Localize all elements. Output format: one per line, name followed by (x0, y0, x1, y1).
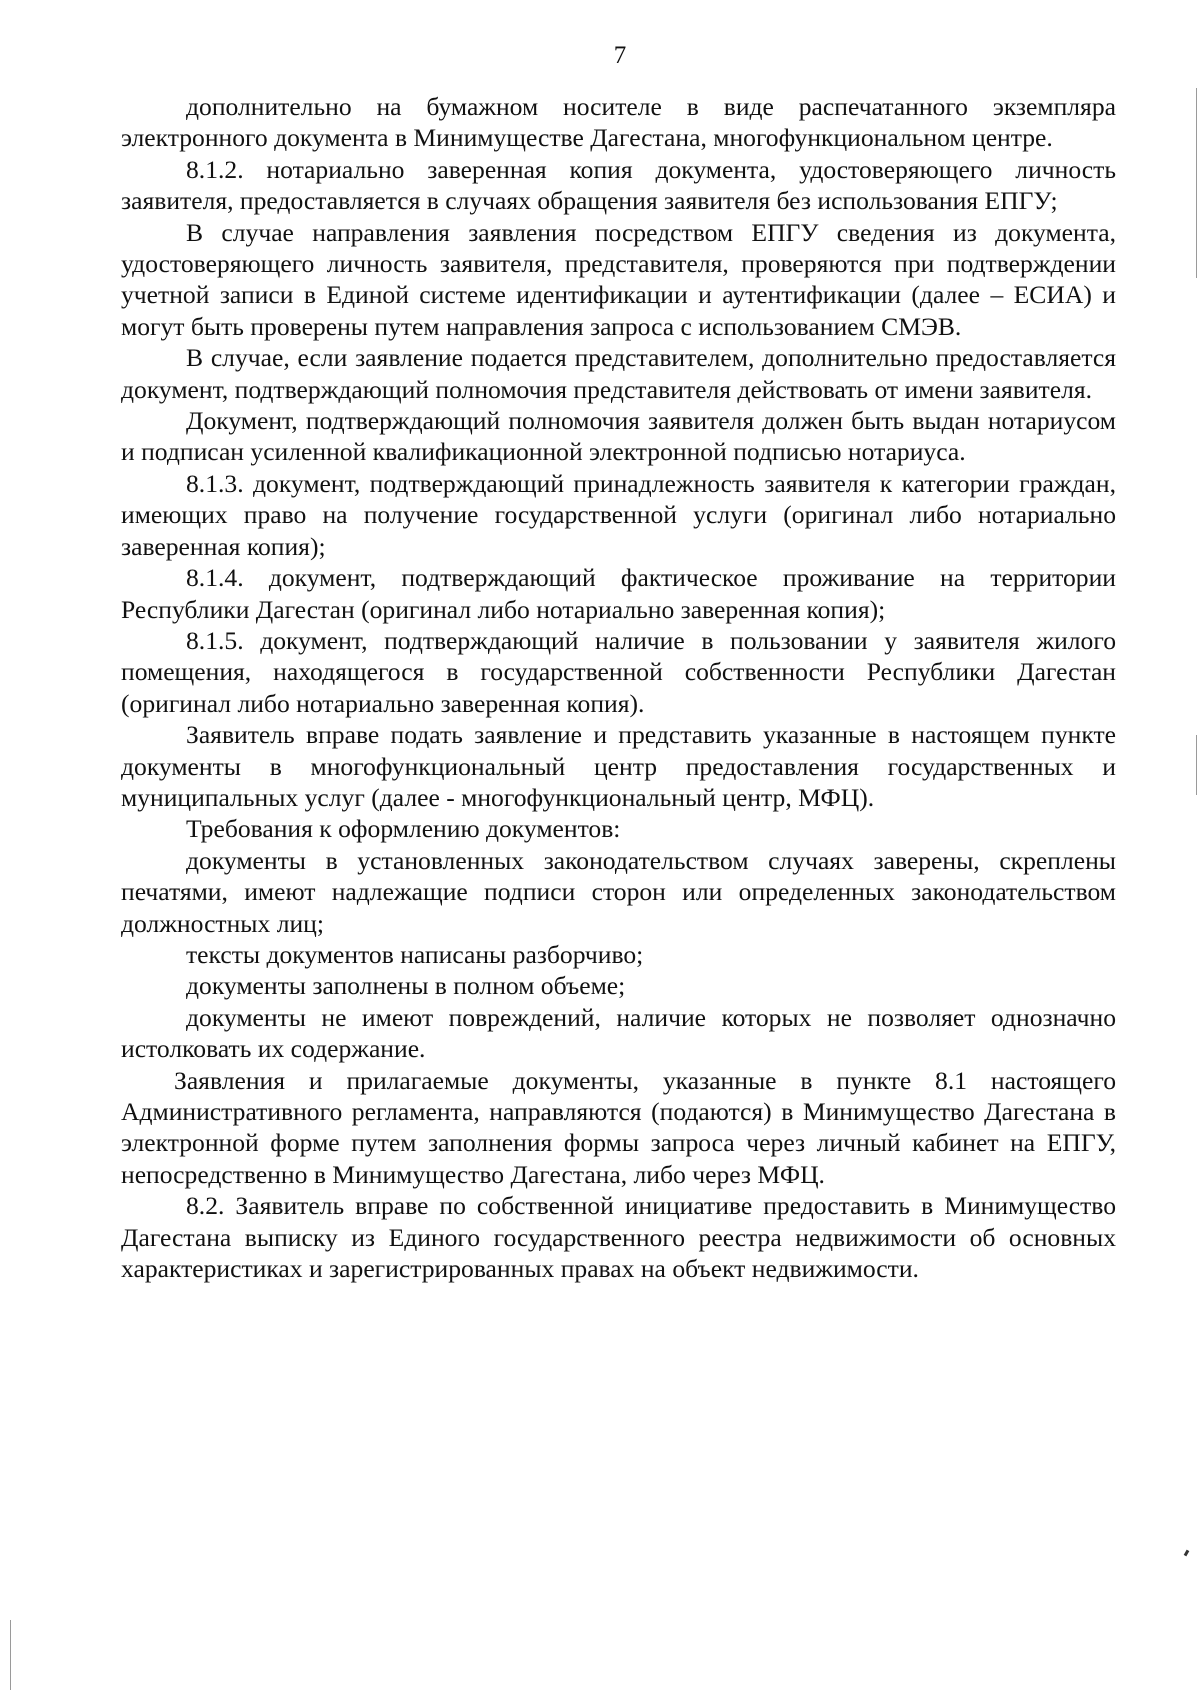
paragraph-8-2: 8.2. Заявитель вправе по собственной инициативе предоставить в Минимущество Дагестана выписку из Единого государственного реестра недвижимости об основных характеристиках и зарегистрированных правах на объект недвижимости. (121, 1191, 1116, 1284)
document-body (121, 91, 1116, 1284)
paragraph-8-1-4: 8.1.4. документ, подтверждающий фактическое проживание на территории Республики Дагестан (оригинал либо нотариально заверенная копия); (121, 563, 1116, 624)
paragraph-8-1-2: 8.1.2. нотариально заверенная копия документа, удостоверяющего личность заявителя, предоставляется в случаях обращения заявителя без использования ЕПГУ; (121, 154, 1116, 216)
paragraph-requirement-undamaged: документы не имеют повреждений, наличие которых не позволяет однозначно истолковать их содержание. (121, 1002, 1116, 1064)
paragraph-submission: Заявления и прилагаемые документы, указанные в пункте 8.1 настоящего Административного регламента, направляются (подаются) в Минимущество Дагестана в электронной форме путем заполнения формы запроса через личный кабинет на ЕПГУ, непосредственно в Минимущество Дагестана, либо через МФЦ. (121, 1065, 1116, 1189)
paragraph-mfc: Заявитель вправе подать заявление и представить указанные в настоящем пункте документы в многофункциональный центр предоставления государственных и муниципальных услуг (далее - многофункциональный центр, МФЦ). (121, 720, 1116, 812)
paragraph-continuation: дополнительно на бумажном носителе в виде распечатанного экземпляра электронного документа в Минимуществе Дагестана, многофункциональном центре. (121, 92, 1116, 153)
paragraph-8-1-3: 8.1.3. документ, подтверждающий принадлежность заявителя к категории граждан, имеющих право на получение государственной услуги (оригинал либо нотариально заверенная копия); (121, 468, 1116, 561)
paragraph-requirement-complete: документы заполнены в полном объеме; (186, 971, 626, 1001)
page-number: 7 (613, 42, 627, 69)
paragraph-notary-document: Документ, подтверждающий полномочия заявителя должен быть выдан нотариусом и подписан усиленной квалификационной электронной подписью нотариуса. (121, 406, 1116, 467)
paragraph-requirement-certified: документы в установленных законодательством случаях заверены, скреплены печатями, имеют надлежащие подписи сторон или определенных законодательством должностных лиц; (121, 845, 1116, 938)
scan-edge-mark-right-upper (1196, 88, 1197, 278)
paragraph-epgu-verification: В случае направления заявления посредством ЕПГУ сведения из документа, удостоверяющего личность заявителя, представителя, проверяются при подтверждении учетной записи в Единой системе идентификации и аутентификации (далее – ЕСИА) и могут быть проверены путем направления запроса с использованием СМЭВ. (121, 217, 1116, 341)
scan-dot-mark (1184, 1550, 1190, 1557)
scan-edge-mark-left-bottom (10, 1620, 11, 1690)
scan-edge-mark-right-lower (1196, 735, 1197, 795)
paragraph-representative: В случае, если заявление подается представителем, дополнительно предоставляется документ, подтверждающий полномочия представителя действовать от имени заявителя. (121, 343, 1116, 404)
paragraph-requirements-heading: Требования к оформлению документов: (186, 814, 621, 844)
paragraph-requirement-legible: тексты документов написаны разборчиво; (186, 939, 644, 969)
paragraph-8-1-5: 8.1.5. документ, подтверждающий наличие в пользовании у заявителя жилого помещения, находящегося в государственной собственности Республики Дагестан (оригинал либо нотариально заверенная копия). (121, 625, 1116, 718)
